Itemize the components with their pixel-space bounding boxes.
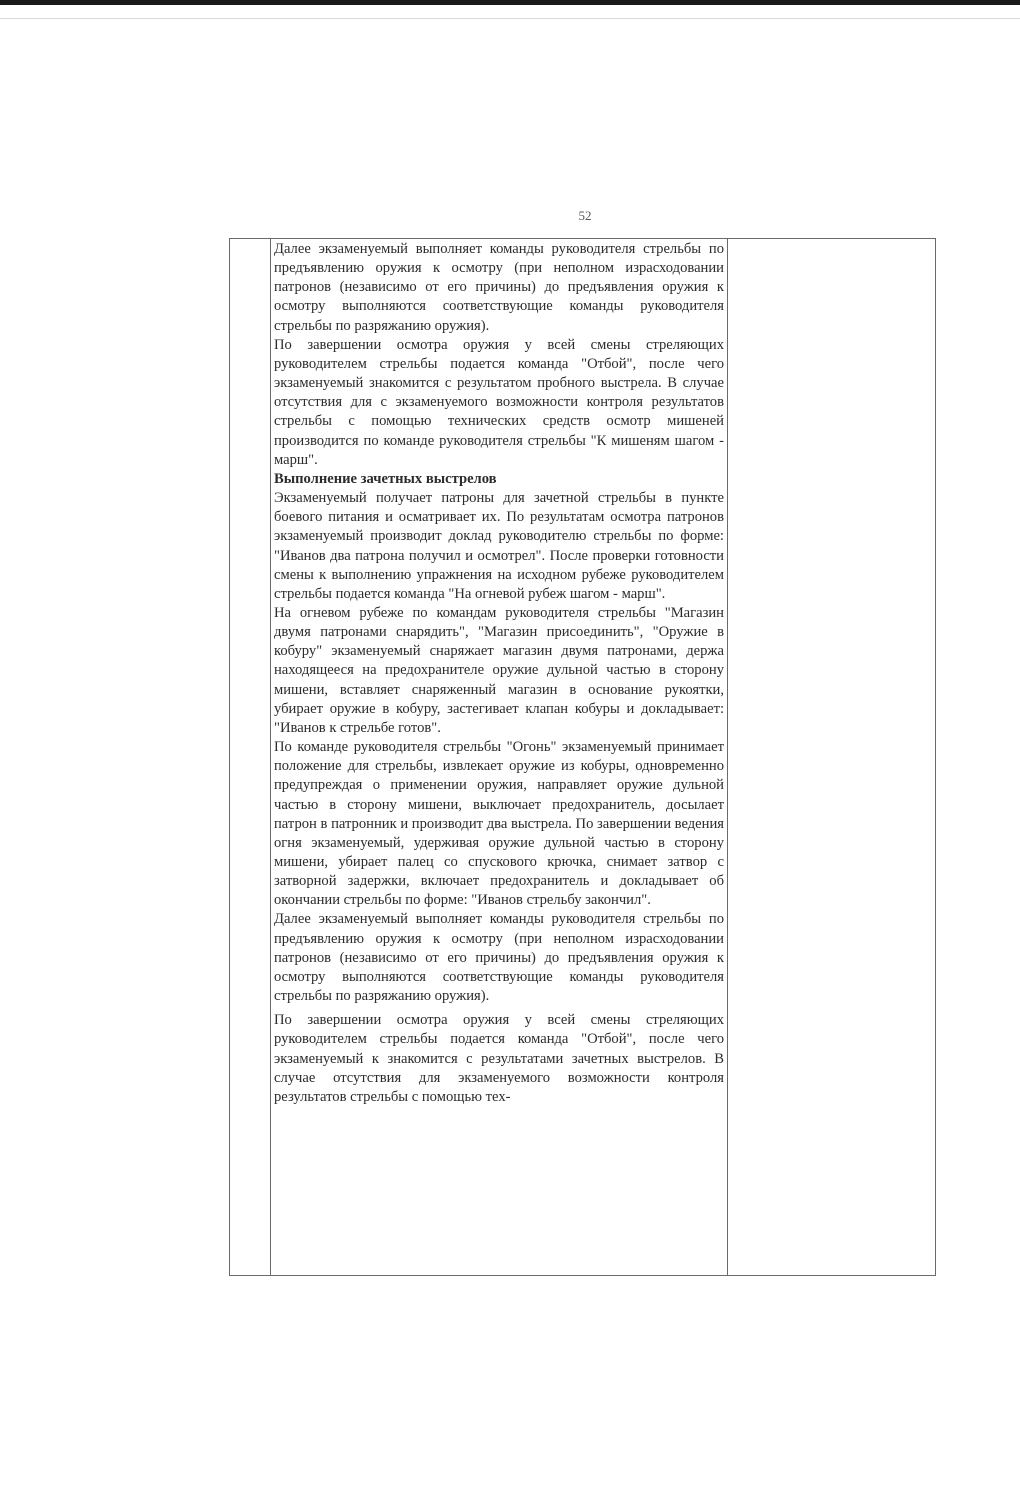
paragraph: Далее экзаменуемый выполняет команды руководителя стрельбы по предъявлению оружия к осмотру (при неполном израсходовании патронов (независимо от его причины) до предъявления оружия к осмотру выполняются соответствующие команды руководителя стрельбы по разряжанию оружия). [274,911,724,1005]
table-column-text [274,240,724,1274]
paragraph: По команде руководителя стрельбы "Огонь" экзаменуемый принимает положение для стрельбы, извлекает оружие из кобуры, одновременно предупреждая о применении оружия, направляет оружие дульной частью в сторону мишени, выключает предохранитель, досылает патрон в патронник и производит два выстрела. По завершении ведения огня экзаменуемый, удерживая оружие дульной частью в сторону мишени, убирает палец со спускового крючка, снимает затвор с затворной задержки, включает предохранитель и докладывает об окончании стрельбы по форме: "Иванов стрельбу закончил". [274,739,724,909]
paragraph: По завершении осмотра оружия у всей смены стреляющих руководителем стрельбы подается команда "Отбой", после чего экзаменуемый к знакомится с результатами зачетных выстрелов. В случае отсутствия для экзаменуемого возможности контроля результатов стрельбы с помощью тех- [274,1012,724,1105]
paragraph: На огневом рубеже по командам руководителя стрельбы "Магазин двумя патронами снарядить", "Магазин присоединить", "Оружие в кобуру" экзаменуемый снаряжает магазин двумя патронами, держа находящееся на предохранителе оружие дульной частью в сторону мишени, вставляет снаряженный магазин в основание рукоятки, убирает оружие в кобуру, застегивает клапан кобуры и докладывает: "Иванов к стрельбе готов". [274,604,724,736]
scan-line [0,18,1020,19]
page-number: 52 [578,208,592,223]
table-column-right [727,239,935,1275]
section-heading: Выполнение зачетных выстрелов [274,470,497,487]
paragraph: Экзаменуемый получает патроны для зачетной стрельбы в пункте боевого питания и осматривает их. По результатам осмотра патронов экзаменуемый производит доклад руководителю стрельбы по форме: "Иванов два патрона получил и осмотрел". После проверки готовности смены к выполнению упражнения на исходном рубеже руководителем стрельбы подается команда "На огневой рубеж шагом - марш". [274,490,724,602]
table-frame [229,238,936,1276]
paragraph: Далее экзаменуемый выполняет команды руководителя стрельбы по предъявлению оружия к осмотру (при неполном израсходовании патронов (независимо от его причины) до предъявления оружия к осмотру выполняются соответствующие команды руководителя стрельбы по разряжанию оружия). [274,241,724,334]
scan-edge [0,0,1020,5]
table-column-left [230,239,271,1275]
paragraph: По завершении осмотра оружия у всей смены стреляющих руководителем стрельбы подается команда "Отбой", после чего экзаменуемый знакомится с результатом пробного выстрела. В случае отсутствия для с экзаменуемого возможности контроля результатов стрельбы с помощью технических средств осмотр мишеней производится по команде руководителя стрельбы "К мишеням шагом - марш". [274,336,724,468]
